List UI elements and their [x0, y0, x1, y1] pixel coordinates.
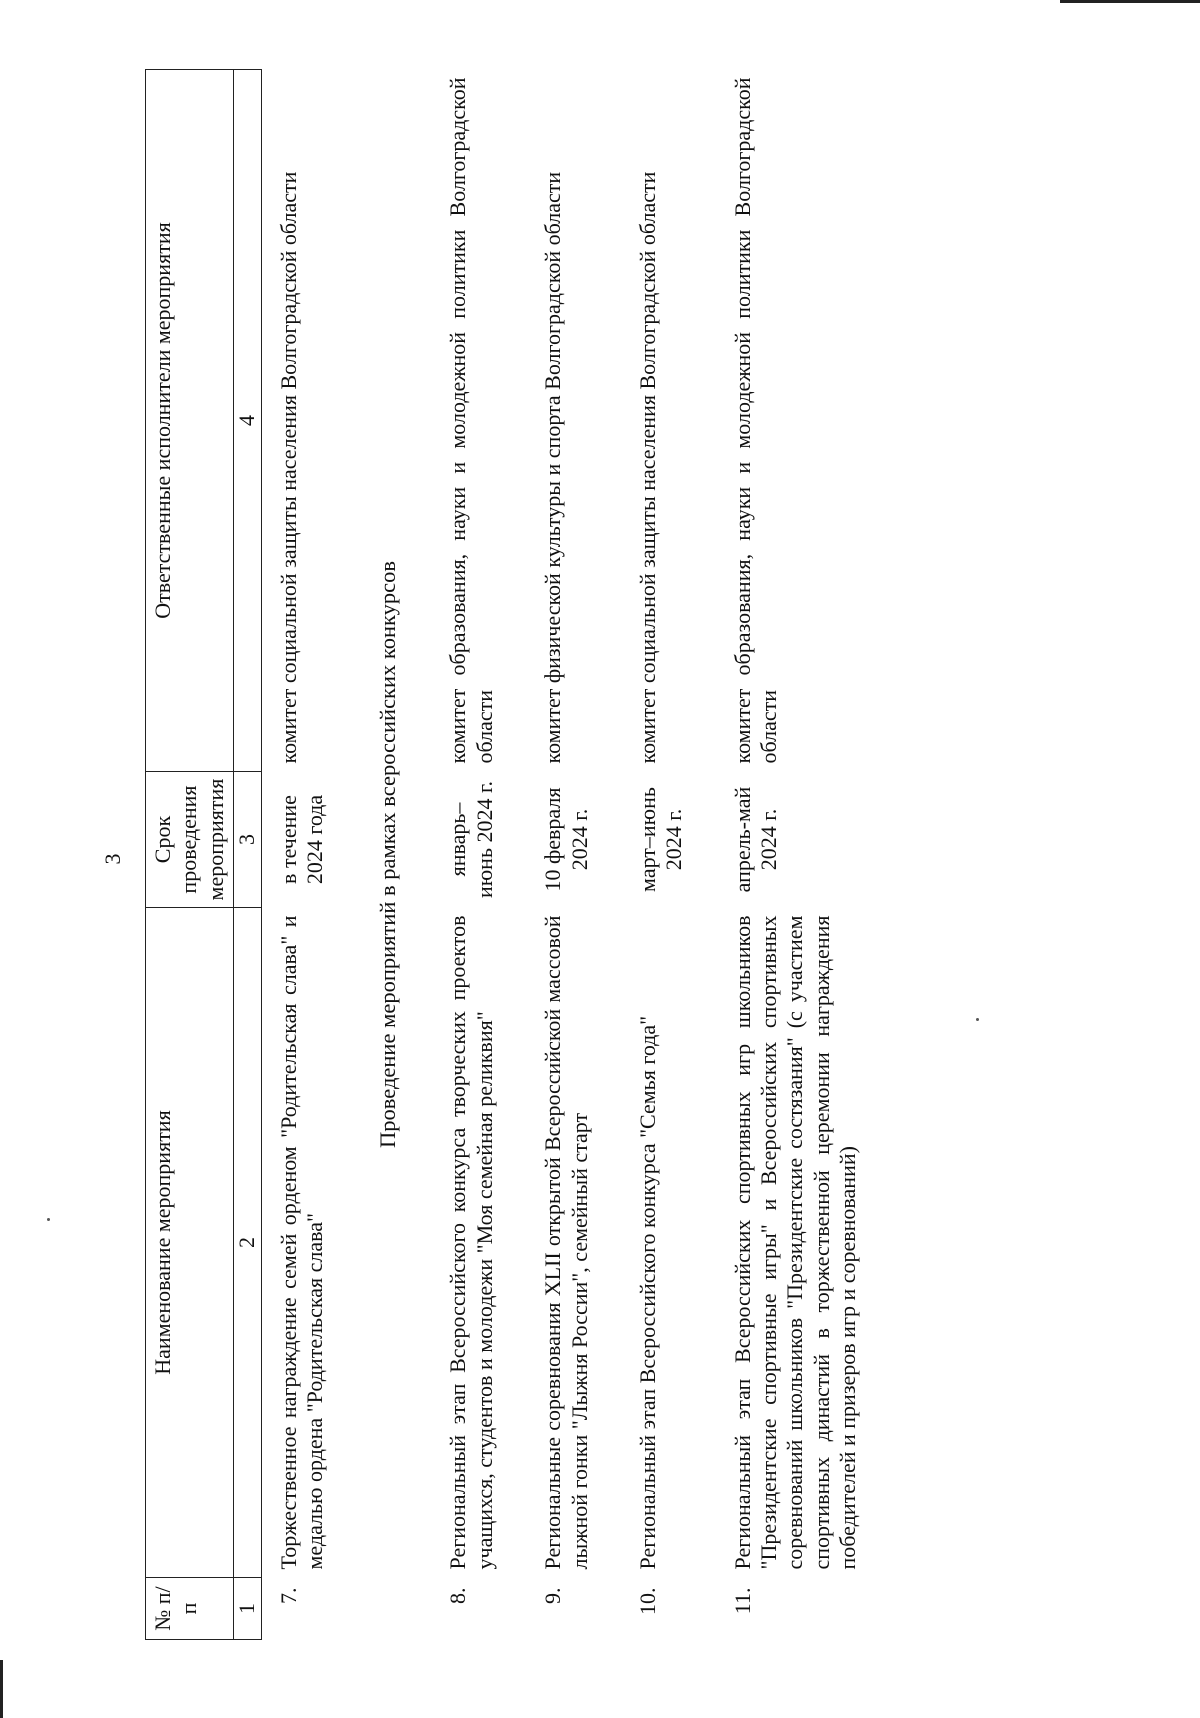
page-number: 3	[100, 853, 125, 865]
scan-edge-left	[0, 1660, 3, 1718]
scan-edge-top	[1060, 0, 1200, 3]
column-number: 3	[234, 772, 261, 908]
event-responsible: комитет социальной защиты населения Волгоградской области	[634, 171, 660, 764]
event-name: Торжественное награждение семей орденом "Родительская слава" и медалью ордена "Родительская слава"	[275, 915, 327, 1570]
event-name: Региональный этап Всероссийского конкурса творческих проектов учащихся, студентов и молодежи "Моя семейная реликвия"	[445, 915, 497, 1570]
table-row	[431, 70, 526, 1640]
event-name: Региональный этап Всероссийского конкурса "Семья года"	[634, 1015, 660, 1570]
column-number: 2	[234, 908, 261, 1578]
event-term: март–июнь 2024 г.	[634, 787, 687, 892]
table-row	[716, 70, 890, 1640]
event-responsible: комитет социальной защиты населения Волгоградской области	[275, 171, 301, 764]
column-number: 4	[234, 70, 261, 772]
row-number: 8.	[445, 1587, 471, 1604]
header-num: № п/п	[146, 1578, 234, 1640]
event-term: январь–июнь 2024 г.	[445, 780, 497, 899]
section-row	[356, 70, 431, 1640]
header-responsible: Ответственные исполнители мероприятия	[146, 70, 234, 772]
row-number: 10.	[634, 1587, 660, 1615]
scan-speck	[976, 1018, 979, 1021]
rotated-page	[145, 70, 965, 1640]
column-number-row	[234, 70, 261, 1640]
section-title: Проведение мероприятий в рамках всероссийских конкурсов	[375, 561, 401, 1148]
table-row	[261, 70, 356, 1640]
event-name: Региональные соревнования XLII открытой Всероссийской массовой лыжной гонки "Лыжня России", семейный старт	[540, 915, 592, 1570]
event-term: в течение 2024 года	[275, 794, 327, 885]
event-responsible: комитет физической культуры и спорта Волгоградской области	[540, 171, 566, 764]
event-term: апрель-май 2024 г.	[729, 786, 782, 893]
event-responsible: комитет образования, науки и молодежной политики Волгоградской области	[445, 77, 497, 764]
event-name: Региональный этап Всероссийских спортивных игр школьников "Президентские спортивные игры" и Всероссийских спортивных соревнований школьников "Президентские состязания" (с участием спортивных династий в торжественной церемонии награждения победителей и призеров игр и соревнований)	[729, 915, 861, 1570]
row-number: 7.	[275, 1587, 301, 1604]
table-row	[526, 70, 621, 1640]
event-responsible: комитет образования, науки и молодежной политики Волгоградской области	[729, 77, 782, 764]
header-name: Наименование мероприятия	[146, 908, 234, 1578]
event-term: 10 февраля 2024 г.	[540, 787, 592, 892]
events-table	[145, 69, 890, 1640]
header-term: Срок проведения мероприятия	[146, 772, 234, 908]
column-number: 1	[234, 1578, 261, 1640]
table-row	[621, 70, 716, 1640]
header-row	[146, 70, 234, 1640]
row-number: 11.	[729, 1587, 755, 1615]
row-number: 9.	[540, 1587, 566, 1604]
scan-speck	[47, 1218, 50, 1221]
